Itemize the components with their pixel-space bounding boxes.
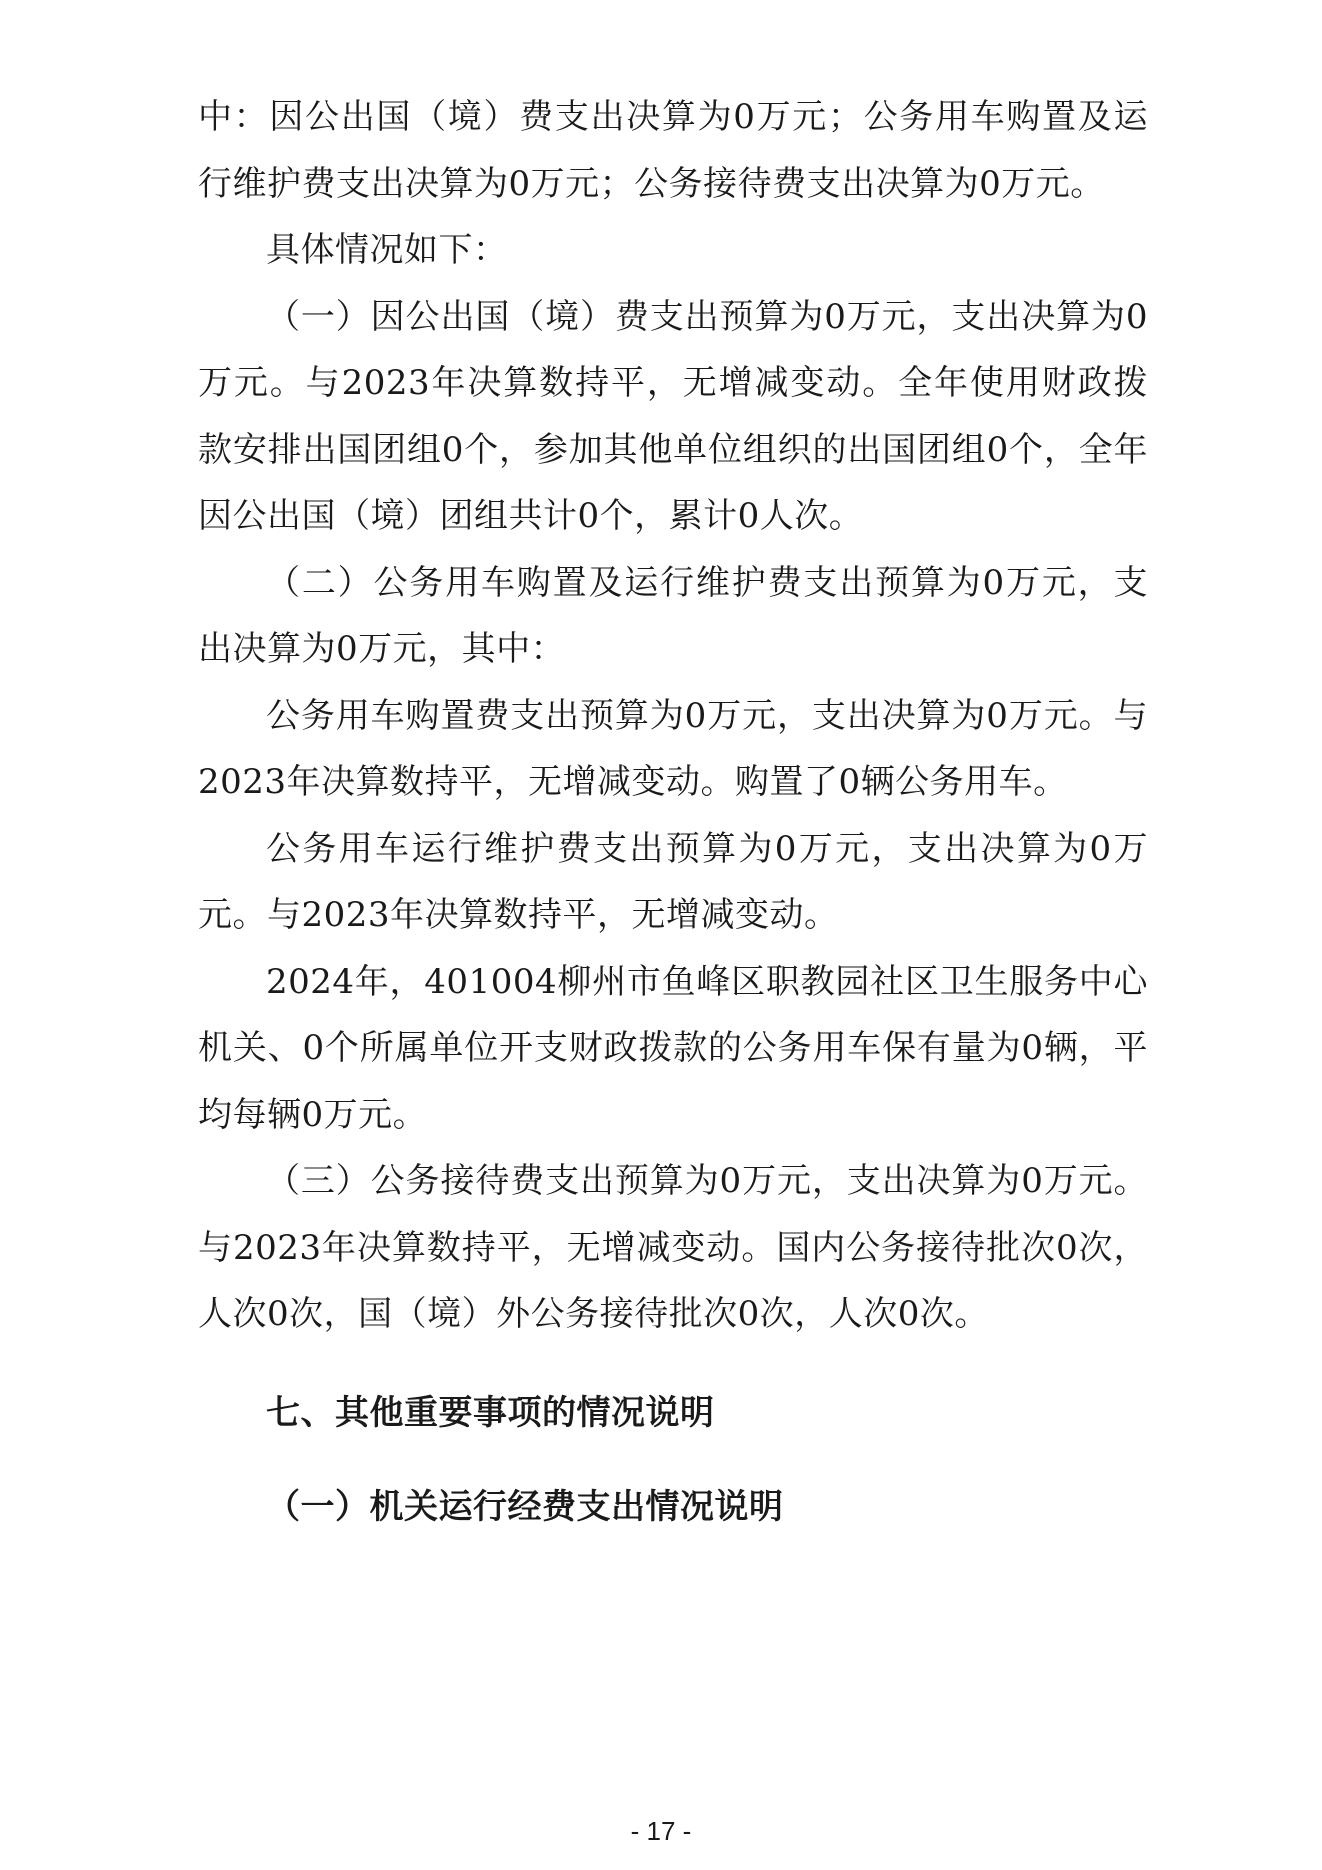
section-heading: 七、其他重要事项的情况说明 bbox=[266, 1392, 715, 1433]
paragraph-overseas-travel: （一）因公出国（境）费支出预算为0万元，支出决算为0万元。与2023年决算数持平，无增减变动。全年使用财政拨款安排出国团组0个，参加其他单位组织的出国团组0个，全年因公出国（境）团组共计0个，累计0人次。 bbox=[198, 296, 1148, 536]
paragraph-vehicle-purchase: 公务用车购置费支出预算为0万元，支出决算为0万元。与2023年决算数持平，无增减变动。购置了0辆公务用车。 bbox=[198, 695, 1148, 802]
paragraph-vehicle-holdings: 2024年，401004柳州市鱼峰区职教园社区卫生服务中心机关、0个所属单位开支财政拨款的公务用车保有量为0辆，平均每辆0万元。 bbox=[198, 961, 1148, 1135]
paragraph-vehicle-summary: （二）公务用车购置及运行维护费支出预算为0万元，支出决算为0万元，其中： bbox=[198, 562, 1148, 669]
paragraph-continuation: 中：因公出国（境）费支出决算为0万元；公务用车购置及运行维护费支出决算为0万元；公务接待费支出决算为0万元。 bbox=[198, 97, 1148, 204]
page-number: - 17 - bbox=[630, 1816, 692, 1846]
sub-heading: （一）机关运行经费支出情况说明 bbox=[266, 1487, 784, 1527]
paragraph-vehicle-maintenance: 公务用车运行维护费支出预算为0万元，支出决算为0万元。与2023年决算数持平，无增减变动。 bbox=[198, 828, 1148, 935]
paragraph-intro: 具体情况如下： bbox=[266, 230, 508, 270]
document-body bbox=[198, 84, 1148, 1541]
paragraph-reception: （三）公务接待费支出预算为0万元，支出决算为0万元。与2023年决算数持平，无增减变动。国内公务接待批次0次，人次0次，国（境）外公务接待批次0次，人次0次。 bbox=[198, 1161, 1148, 1334]
